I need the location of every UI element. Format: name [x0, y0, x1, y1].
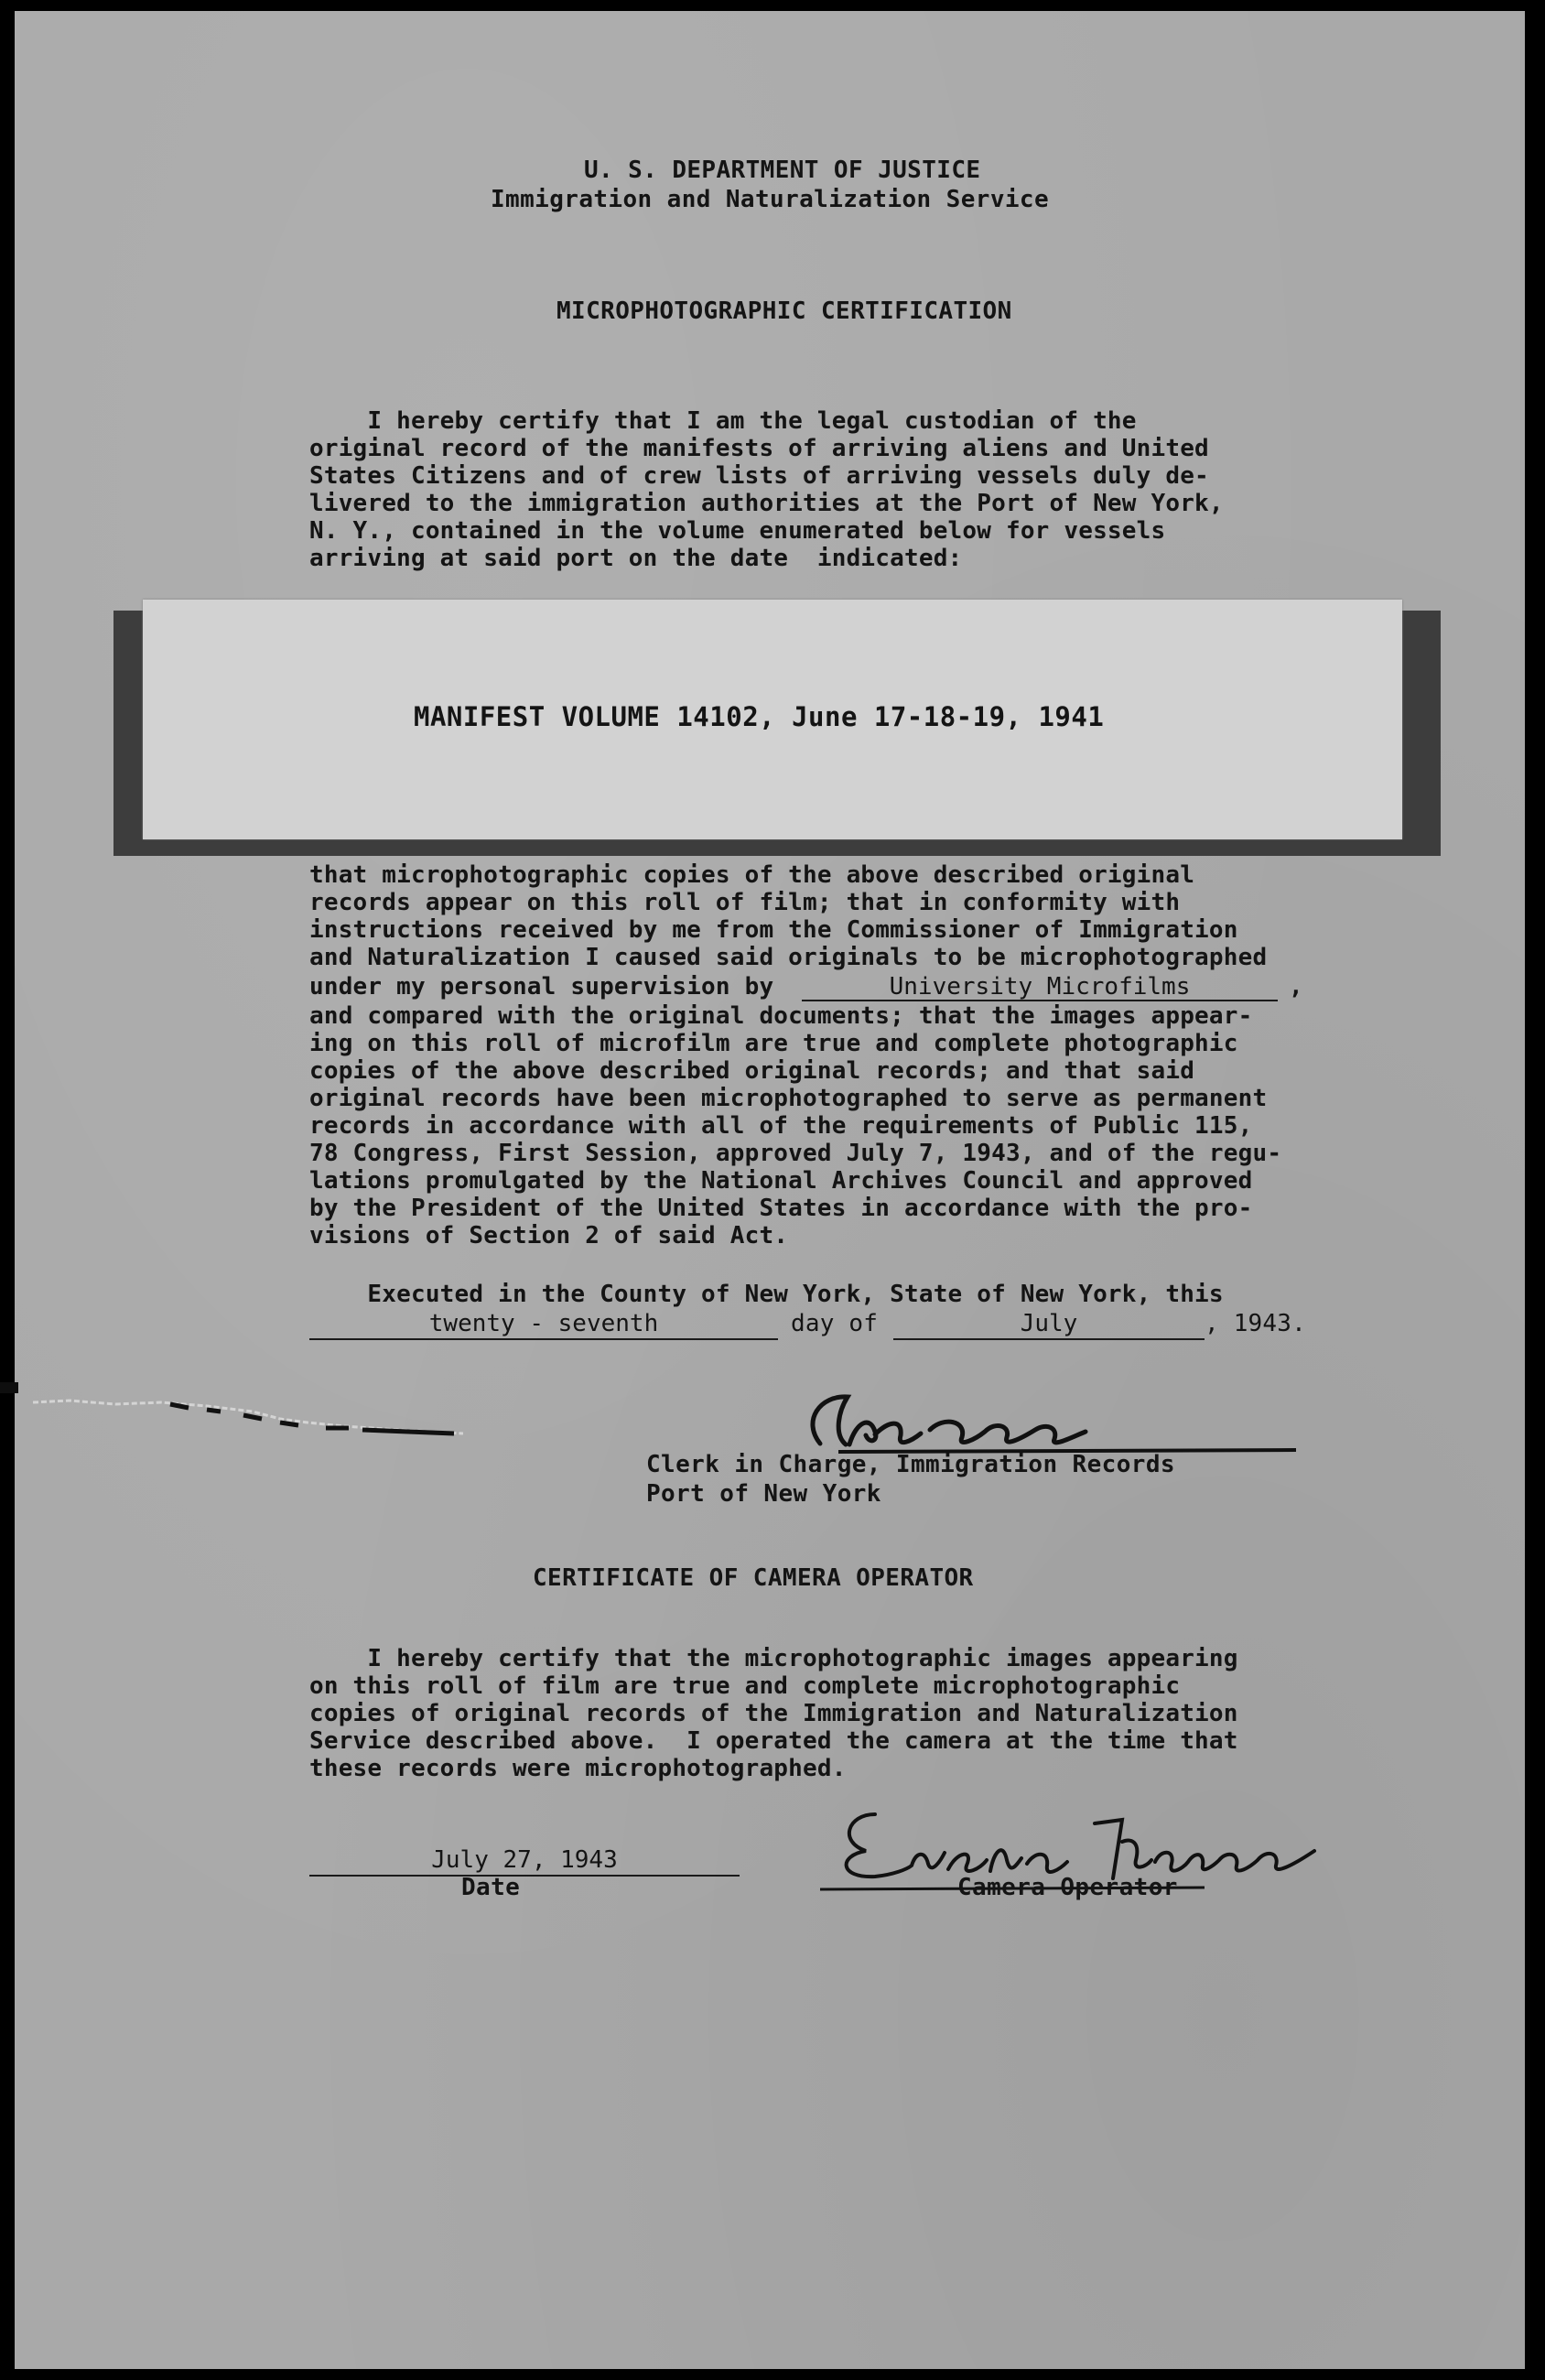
body-line: original records have been microphotographed to serve as permanent — [309, 1085, 1268, 1112]
body-line: 78 Congress, First Session, approved July 7, 1943, and of the regu- — [309, 1140, 1282, 1167]
date-label: Date — [461, 1874, 521, 1901]
department-heading: U. S. DEPARTMENT OF JUSTICE — [584, 157, 981, 184]
tear-marks — [33, 1375, 491, 1448]
camera-line: on this roll of film are true and complete microphotographic — [309, 1672, 1181, 1700]
service-heading: Immigration and Naturalization Service — [491, 186, 1050, 213]
body-line: under my personal supervision by — [309, 973, 774, 1001]
microfilm-company-value: University Microfilms — [889, 973, 1191, 1001]
manifest-strip — [143, 600, 1402, 839]
clerk-location: Port of New York — [646, 1480, 881, 1508]
year-text: , 1943. — [1205, 1310, 1306, 1337]
date-rule — [309, 1875, 740, 1877]
intro-line: I hereby certify that I am the legal custodian of the — [309, 407, 1137, 435]
camera-operator-label: Camera Operator — [957, 1874, 1178, 1901]
body-line: and compared with the original documents; that the images appear- — [309, 1002, 1253, 1030]
date-value: July 27, 1943 — [431, 1846, 618, 1874]
intro-line: N. Y., contained in the volume enumerated below for vessels — [309, 517, 1166, 545]
camera-line: I hereby certify that the microphotographic images appearing — [309, 1645, 1238, 1672]
executed-line: Executed in the County of New York, State of New York, this — [309, 1281, 1224, 1308]
document-page — [15, 11, 1525, 2369]
body-line: records in accordance with all of the requirements of Public 115, — [309, 1112, 1253, 1140]
body-line: instructions received by me from the Commissioner of Immigration — [309, 916, 1238, 944]
body-line: that microphotographic copies of the above described original — [309, 861, 1195, 889]
body-line-comma: , — [1289, 973, 1303, 1001]
intro-line: arriving at said port on the date indicated: — [309, 545, 963, 572]
body-line: records appear on this roll of film; that in conformity with — [309, 889, 1181, 916]
clerk-title: Clerk in Charge, Immigration Records — [646, 1451, 1175, 1478]
body-line: ing on this roll of microfilm are true and complete photographic — [309, 1030, 1238, 1057]
certification-title: MICROPHOTOGRAPHIC CERTIFICATION — [556, 298, 1012, 325]
body-line: copies of the above described original records; and that said — [309, 1057, 1195, 1085]
camera-line: these records were microphotographed. — [309, 1755, 847, 1782]
camera-certificate-title: CERTIFICATE OF CAMERA OPERATOR — [533, 1564, 974, 1592]
body-line: and Naturalization I caused said originals to be microphotographed — [309, 944, 1268, 971]
film-edge-mark — [0, 1382, 18, 1393]
day-rule — [309, 1338, 778, 1340]
body-line: by the President of the United States in accordance with the pro- — [309, 1195, 1253, 1222]
camera-line: Service described above. I operated the camera at the time that — [309, 1727, 1238, 1755]
intro-line: original record of the manifests of arriving aliens and United — [309, 435, 1209, 462]
body-line: visions of Section 2 of said Act. — [309, 1222, 789, 1250]
intro-line: States Citizens and of crew lists of arriving vessels duly de- — [309, 462, 1209, 490]
day-value: twenty - seventh — [428, 1310, 659, 1337]
manifest-volume: MANIFEST VOLUME 14102, June 17-18-19, 1941 — [414, 701, 1105, 732]
day-of-label: day of — [791, 1310, 879, 1337]
body-line: lations promulgated by the National Archives Council and approved — [309, 1167, 1253, 1195]
intro-line: livered to the immigration authorities at the Port of New York, — [309, 490, 1224, 517]
month-value: July — [1020, 1310, 1078, 1337]
month-rule — [893, 1338, 1205, 1340]
camera-line: copies of original records of the Immigration and Naturalization — [309, 1700, 1238, 1727]
